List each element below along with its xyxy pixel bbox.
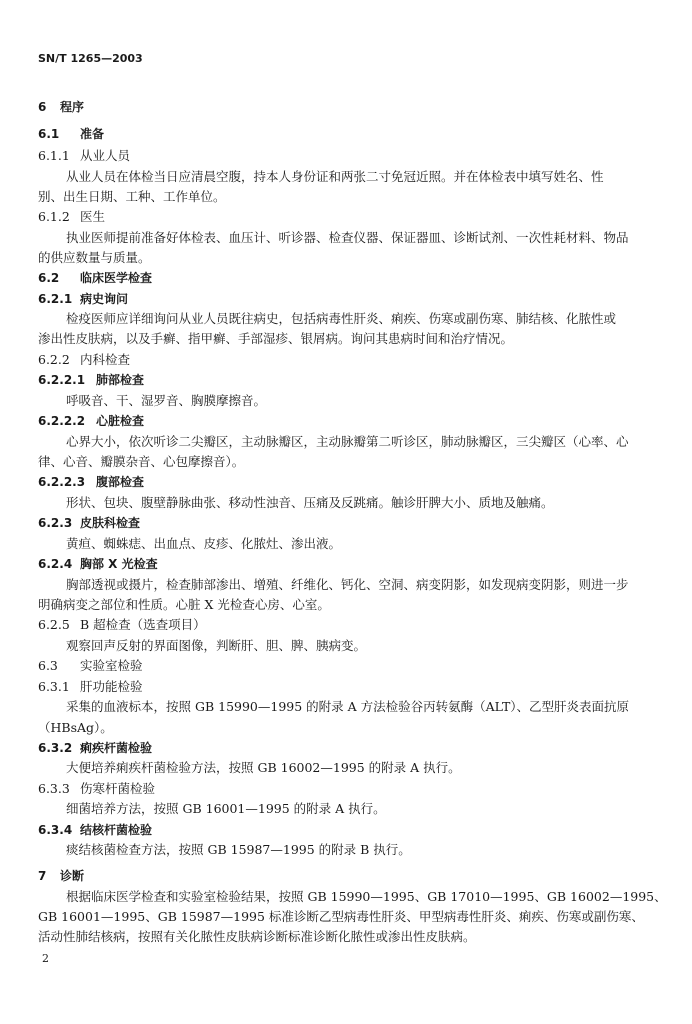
paragraph-line: 胸部透视或摄片，检查肺部渗出、增殖、纤维化、钙化、空洞、病变阴影，如发现病变阴影，则进一步 [66, 577, 629, 592]
section-heading-6-3-2 [38, 740, 152, 756]
section-title: 程序 [60, 100, 85, 114]
section-number: 6.3.1 [38, 679, 70, 694]
section-title: 心脏检查 [96, 414, 145, 428]
paragraph-line: 大便培养痢疾杆菌检验方法，按照 GB 16002—1995 的附录 A 执行。 [66, 760, 461, 775]
section-number: 6.3.3 [38, 781, 70, 796]
paragraph-line: 检疫医师应详细询问从业人员既往病史，包括病毒性肝炎、痢疾、伤寒或副伤寒、肺结核、化脓性或 [66, 311, 617, 326]
section-title: 肺部检查 [96, 373, 145, 387]
section-heading-6-3-3 [38, 781, 155, 797]
section-number: 6.1 [38, 127, 60, 141]
section-number: 6.1.2 [38, 209, 70, 224]
section-title: 准备 [80, 127, 105, 141]
section-number: 6.2.2.3 [38, 475, 86, 489]
section-title: 结核杆菌检验 [80, 823, 153, 837]
paragraph-line: 执业医师提前准备好体检表、血压计、听诊器、检查仪器、保证器皿、诊断试剂、一次性耗材料、物品 [66, 230, 629, 245]
paragraph-line: 采集的血液标本，按照 GB 15990—1995 的附录 A 方法检验谷丙转氨酶（ALT）、乙型肝炎表面抗原 [66, 699, 630, 714]
page-number: 2 [42, 952, 49, 965]
paragraph-line: 心界大小，依次听诊二尖瓣区，主动脉瓣区，主动脉瓣第二听诊区，肺动脉瓣区，三尖瓣区（心率、心 [66, 434, 629, 449]
section-heading-6-2-2-1 [38, 372, 144, 388]
paragraph-line: 形状、包块、腹壁静脉曲张、移动性浊音、压痛及反跳痛。触诊肝脾大小、质地及触痛。 [66, 495, 554, 510]
section-number: 6 [38, 100, 47, 114]
section-title: 从业人员 [80, 148, 131, 163]
section-number: 6.2.2.2 [38, 414, 86, 428]
paragraph-line: 观察回声反射的界面图像，判断肝、胆、脾、胰病变。 [66, 638, 367, 653]
section-heading-6-3-1 [38, 679, 143, 695]
section-heading-6-1-2 [38, 209, 105, 225]
section-heading-6-2-5 [38, 617, 206, 633]
section-title: 病史询问 [80, 292, 129, 306]
section-number: 6.2.5 [38, 617, 70, 632]
paragraph-line: 呼吸音、干、湿罗音、胸膜摩擦音。 [66, 393, 267, 408]
section-heading-6-2-1 [38, 291, 128, 307]
document-code: SN/T 1265—2003 [38, 52, 143, 65]
paragraph-line: 律、心音、瓣膜杂音、心包摩擦音）。 [38, 454, 245, 469]
paragraph-line: 明确病变之部位和性质。心脏 X 光检查心房、心室。 [38, 597, 330, 612]
section-number: 6.2 [38, 271, 60, 285]
section-heading-7 [38, 868, 84, 884]
paragraph-line: 从业人员在体检当日应清晨空腹，持本人身份证和两张二寸免冠近照。并在体检表中填写姓名、性 [66, 169, 604, 184]
section-title: 医生 [80, 209, 106, 224]
paragraph-line: 痰结核菌检查方法，按照 GB 15987—1995 的附录 B 执行。 [66, 842, 411, 857]
paragraph-line: 渗出性皮肤病，以及手癣、指甲癣、手部湿疹、银屑病。询问其患病时间和治疗情况。 [38, 331, 514, 346]
section-title: 腹部检查 [96, 475, 145, 489]
section-title: 诊断 [60, 869, 85, 883]
section-heading-6-1-1 [38, 148, 130, 164]
paragraph-line: 别、出生日期、工种、工作单位。 [38, 189, 226, 204]
paragraph-line: GB 16001—1995、GB 15987—1995 标准诊断乙型病毒性肝炎、甲型病毒性肝炎、痢疾、伤寒或副伤寒、 [38, 909, 644, 924]
section-title: 临床医学检查 [80, 271, 153, 285]
section-heading-6-3 [38, 658, 143, 674]
section-heading-6-2 [38, 270, 152, 286]
section-title: 实验室检验 [80, 658, 143, 673]
section-heading-6-2-4 [38, 556, 158, 572]
section-number: 7 [38, 869, 47, 883]
section-heading-6-1 [38, 126, 104, 142]
section-title: 痢疾杆菌检验 [80, 741, 153, 755]
section-heading-6-2-2-3 [38, 474, 144, 490]
section-heading-6-3-4 [38, 822, 152, 838]
section-heading-6-2-2-2 [38, 413, 144, 429]
section-number: 6.2.4 [38, 557, 73, 571]
section-heading-6-2-2 [38, 352, 130, 368]
section-number: 6.1.1 [38, 148, 70, 163]
section-title: 肝功能检验 [80, 679, 143, 694]
paragraph-line: （HBsAg）。 [38, 720, 113, 735]
section-number: 6.2.1 [38, 292, 73, 306]
section-title: B 超检查（选查项目） [80, 617, 206, 632]
paragraph-line: 的供应数量与质量。 [38, 250, 151, 265]
paragraph-line: 细菌培养方法，按照 GB 16001—1995 的附录 A 执行。 [66, 801, 386, 816]
section-number: 6.3 [38, 658, 58, 673]
paragraph-line: 黄疸、蜘蛛痣、出血点、皮疹、化脓灶、渗出液。 [66, 536, 342, 551]
section-title: 伤寒杆菌检验 [80, 781, 156, 796]
section-number: 6.3.4 [38, 823, 73, 837]
section-heading-6-2-3 [38, 515, 140, 531]
paragraph-line: 根据临床医学检查和实验室检验结果，按照 GB 15990—1995、GB 17010—1995、GB 16002—1995、 [66, 889, 667, 904]
section-title: 胸部 X 光检查 [80, 557, 158, 571]
section-number: 6.2.2.1 [38, 373, 86, 387]
section-number: 6.2.3 [38, 516, 73, 530]
section-title: 内科检查 [80, 352, 131, 367]
section-heading-6 [38, 99, 84, 115]
section-number: 6.2.2 [38, 352, 70, 367]
paragraph-line: 活动性肺结核病，按照有关化脓性皮肤病诊断标准诊断化脓性或渗出性皮肤病。 [38, 929, 476, 944]
section-title: 皮肤科检查 [80, 516, 141, 530]
section-number: 6.3.2 [38, 741, 73, 755]
